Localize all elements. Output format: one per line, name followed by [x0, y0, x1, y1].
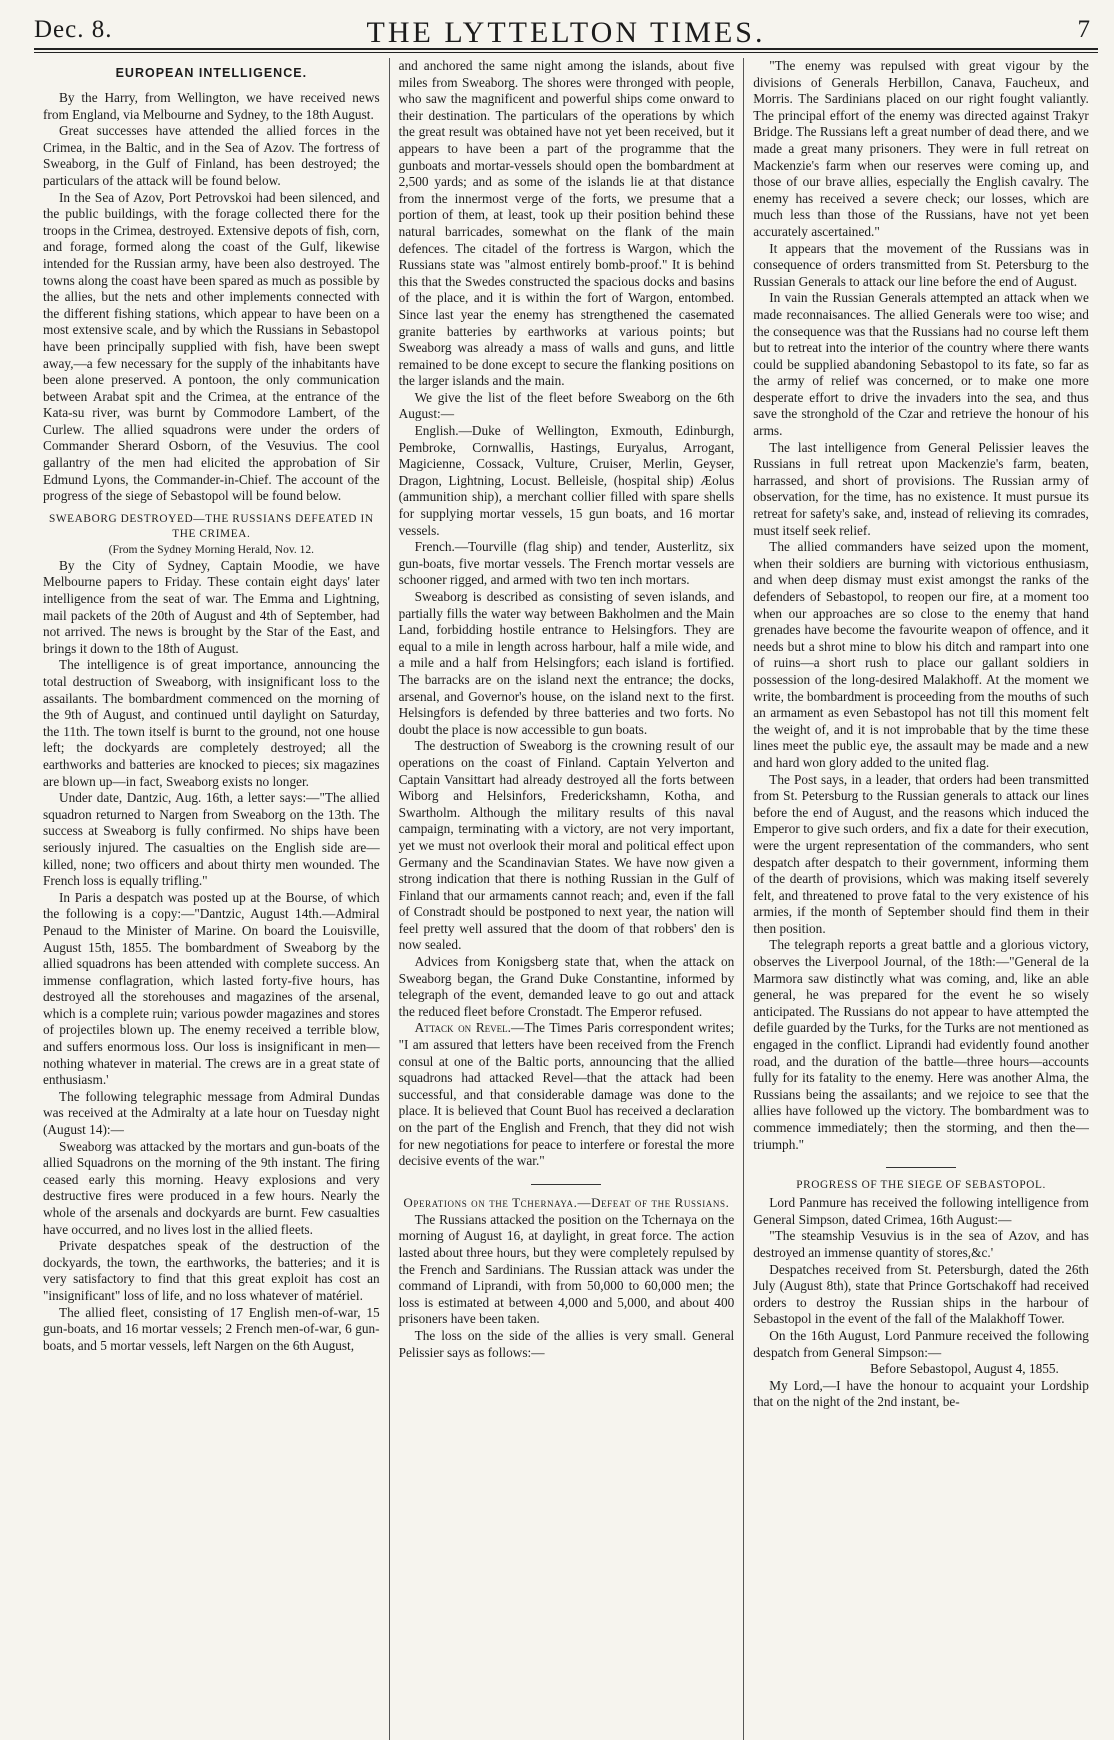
- paragraph: Sweaborg is described as consisting of seven islands, and partially fills the water way between Bakholmen and the Main Land, forbidding hostile entrance to Helsingfors. They are equal to a mile in length across harbour, half a mile wide, and a mile and a half from Helsingfors; each island is fortified. The barracks are on the island next the entrance; the docks, arsenal, and Governor's house, on the island next to the first. Helsingfors is defended by three batteries and two forts. No doubt the place is now accessible to gun boats.: [398, 589, 735, 737]
- subheading-tchernaya: Operations on the Tchernaya.—Defeat of the Russians.: [403, 1194, 730, 1210]
- paragraph: The loss on the side of the allies is very small. General Pelissier says as follows:—: [398, 1327, 735, 1360]
- source-line: (From the Sydney Morning Herald, Nov. 12.: [108, 543, 314, 556]
- paragraph: English.—Duke of Wellington, Exmouth, Edinburgh, Pembroke, Cornwallis, Hastings, Euryalus, Arrogant, Magicienne, Cossack, Vulture, Cruiser, Merlin, Geyser, Dragon, Lightning, Locust. Belleisle, (hospital ship) Æolus (ammunition ship), a merchant collier filled with spare shells for supplying mortar vessels, 15 gun boats, and 16 mortar vessels.: [398, 423, 735, 538]
- paragraph-body: —The Times Paris correspondent writes; "I am assured that letters have been received from the French consul at one of the Baltic ports, announcing that the allied squadrons had attacked Revel—that the attack had been successful, and that considerable damage was done to the place. It is believed that Count Buol has received a declaration on the part of the English and French, that they did not wish for new negotiations for peace to interfere or forestal the more decisive events of the war.": [398, 1020, 735, 1169]
- paragraph: The following telegraphic message from Admiral Dundas was received at the Admiralty at a late hour on Tuesday night (August 14):—: [43, 1088, 380, 1138]
- paragraph: In vain the Russian Generals attempted an attack when we made reconnaisances. The allied Generals were too wise; and the consequence was that the Russians had no course left them but to retreat into the interior of the country where there wants could be supplied abandoning Sebastopol to its fate, so far as the army of relief was concerned, or to make one more desperate effort to drive the invaders into the sea, and thus save the stronghold of the Czar and retrieve the honour of his arms.: [753, 290, 1089, 439]
- paragraph: The telegraph reports a great battle and a glorious victory, observes the Liverpool Journal, of the 18th:—"General de la Marmora saw distinctly what was coming, and, like an able general, he was prepared for the event he so wisely anticipated. The Russians do not appear to have attempted the defile guarded by the Turks, for the Turks are not mentioned as engaged in the conflict. Liprandi had evidently found another road, and the duration of the battle—three hours—accounts fully for its fatality to the enemy. Here was another Alma, the Russians being the assailants; and we rejoice to see that the allies have followed up the victory. The bombardment was to commence immediately; then the storming, and then the—triumph.": [753, 937, 1089, 1152]
- masthead-rule: [34, 52, 1098, 53]
- paragraph: The last intelligence from General Pelissier leaves the Russians in full retreat upon Mackenzie's farm, beaten, harrassed, and short of provisions. The Russian army of observation, for the time, has no existence. It must pursue its retreat for safety's sake, and, instead of relieving its comrades, must itself seek relief.: [753, 439, 1089, 538]
- page-number: 7: [1077, 16, 1090, 43]
- paragraph: The Russians attacked the position on the Tchernaya on the morning of August 16, at daylight, in great force. The action lasted about three hours, but they were completely repulsed by the French and Sardinians. The Russian attack was under the command of Liprandi, with from 50,000 to 60,000 men; the loss is estimated at between 4,000 and 5,000, and about 400 prisoners have been taken.: [398, 1211, 735, 1327]
- paragraph: Lord Panmure has received the following intelligence from General Simpson, dated Crimea, 16th August:—: [753, 1195, 1089, 1227]
- paragraph: "The steamship Vesuvius is in the sea of Azov, and has destroyed an immense quantity of stores,&c.': [753, 1228, 1089, 1260]
- section-heading-european-intelligence: EUROPEAN INTELLIGENCE.: [115, 66, 308, 80]
- paragraph: Sweaborg was attacked by the mortars and gun-boats of the allied Squadrons on the morning of the 9th instant. The firing ceased early this morning. Heavy explosions and very destructive fires were produced in a few hours. Nearly the whole of the arsenals and dockyards are burnt. Few casualties have occurred, and no lives lost in the allied fleets.: [43, 1138, 380, 1237]
- separator-rule: [886, 1167, 956, 1168]
- paragraph: Great successes have attended the allied forces in the Crimea, in the Baltic, and in the Sea of Azov. The fortress of Sweaborg, in the Gulf of Finland, has been destroyed; the particulars of the attack will be found below.: [43, 123, 380, 188]
- column-2: [389, 58, 744, 1740]
- subheading-sweaborg-destroyed: SWEABORG DESTROYED—THE RUSSIANS DEFEATED IN THE CRIMEA.: [49, 512, 374, 540]
- paragraph: By the Harry, from Wellington, we have received news from England, via Melbourne and Sydney, to the 18th August.: [43, 90, 380, 122]
- paragraph: and anchored the same night among the islands, about five miles from Sweaborg. The shores were thronged with people, who saw the magnificent and powerful ships come onward to their destination. The particulars of the operations by which the great result was obtained have not yet been received, but it appears to have been a part of the programme that the gunboats and mortar-vessels should open the bombardment at 2,500 yards; and as some of the islands lie at that distance from the innermost verge of the forts, we presume that a portion of them, at least, took up their position behind these natural barricades, somewhat on the flank of the main defences. The citadel of the fortress is Wargon, which the Russians state was "almost entirely bomb-proof." It is behind this that the Swedes constructed the spacious docks and basins of the place, and it is within the fort of Wargon, entombed. Since last year the enemy has strengthened the casemated granite batteries by earthworks at various points; but Sweaborg was already a mass of walls and guns, and little remained to be done except to secure the flanking positions on the larger islands and the main.: [398, 58, 735, 389]
- separator-rule: [531, 1184, 601, 1185]
- newspaper-title: THE LYTTELTON TIMES.: [366, 16, 766, 49]
- paragraph: In Paris a despatch was posted up at the Bourse, of which the following is a copy:—"Dantzic, August 14th.—Admiral Penaud to the Minister of Marine. On board the Louisville, August 15th, 1855. The bombardment of Sweaborg by the allied squadrons has been attended with complete success. An immense conflagration, which lasted forty-five hours, has destroyed all the storehouses and magazines of the arsenal, which is a complete ruin; various powder magazines and stores of projectiles blown up. The enemy received a terrible blow, and suffers enormous loss. Our loss is insignificant in men—nothing whatever in material. The crews are in a great state of enthusiasm.': [43, 889, 380, 1088]
- paragraph: The allied fleet, consisting of 17 English men-of-war, 15 gun-boats, and 16 mortar vessels; 2 French men-of-war, 6 gun-boats, and 5 mortar vessels, left Nargen on the 6th August,: [43, 1304, 380, 1353]
- subheading-siege-progress: PROGRESS OF THE SIEGE OF SEBASTOPOL.: [796, 1179, 1046, 1192]
- columns: [34, 58, 1098, 1740]
- paragraph: By the City of Sydney, Captain Moodie, we have Melbourne papers to Friday. These contain eight days' later intelligence from the seat of war. The Emma and Lightning, mail packets of the 20th of August and 4th of September, had not arrived. The news is brought by the Star of the East, and brings it down to the 18th of August.: [43, 557, 380, 656]
- paragraph: Under date, Dantzic, Aug. 16th, a letter says:—"The allied squadron returned to Nargen from Sweaborg on the 13th. The success at Sweaborg is fully confirmed. No ships have been seriously injured. The casualties on the English side are—killed, none; two officers and about thirty men wounded. The French loss is equally trifling.": [43, 790, 380, 889]
- paragraph: [399, 1020, 735, 1169]
- paragraph: Despatches received from St. Petersburgh, dated the 26th July (August 8th), state that Prince Gortschakoff had received orders to destroy the Russian ships in the harbour of Sebastopol in the event of the fall of the Malakhoff Tower.: [753, 1261, 1089, 1327]
- paragraph: "The enemy was repulsed with great vigour by the divisions of Generals Herbillon, Canava, Faucheux, and Morris. The Sardinians placed on our right fought valiantly. The principal effort of the enemy was directed against Trakyr Bridge. The Russians left a great number of dead there, and we made a great many prisoners. They were in full retreat on Mackenzie's farm when our reserves were coming up, and those of our brave allies, especially the English cavalry. The enemy has received a severe check; our losses, which are much less than those of the Russians, have not yet been accurately ascertained.": [753, 58, 1089, 239]
- paragraph: It appears that the movement of the Russians was in consequence of orders transmitted from St. Petersburg to the Russian Generals to attack our line before the end of August.: [753, 240, 1089, 289]
- lead-in: Attack on Revel.: [414, 1020, 512, 1036]
- masthead: [34, 0, 1098, 50]
- paragraph: The destruction of Sweaborg is the crowning result of our operations on the coast of Finland. Captain Yelverton and Captain Vansittart had already destroyed all the forts between Wiborg and Helsinfors, Frederickshamn, Kotha, and Swartholm. Although the military results of this naval campaign, terminating with a victory, are not very important, yet we must not overlook their moral and political effect upon Germany and the Scandinavian States. We have now given a strong indication that there is nothing Russian in the Gulf of Finland that our armaments cannot reach; and, even if the fall of Constradt should be postponed to next year, the nation will feel pretty well assured that the doom of that robbers' den is now sealed.: [398, 738, 735, 953]
- issue-date: Dec. 8.: [34, 16, 113, 43]
- paragraph: My Lord,—I have the honour to acquaint your Lordship that on the night of the 2nd instant, be-: [753, 1377, 1089, 1410]
- paragraph: Private despatches speak of the destruction of the dockyards, the town, the earthworks, the batteries; and it is very satisfactory to find that this great exploit has cost an "insignificant" loss of life, and no loss whatever of matériel.: [43, 1238, 380, 1303]
- paragraph: We give the list of the fleet before Sweaborg on the 6th August:—: [398, 389, 735, 422]
- paragraph: The Post says, in a leader, that orders had been transmitted from St. Petersburg to the Russian generals to attack our lines before the end of August, and the reasons which induced the Emperor to give such orders, and fix a date for their execution, were the urgent representation of the commanders, who sent despatch after despatch to their government, informing them of the dearth of provisions, which was making itself severely felt, and threatened to prove fatal to the very existence of his armies, if the month of September should find them in their then position.: [753, 771, 1089, 936]
- paragraph: In the Sea of Azov, Port Petrovskoi had been silenced, and the public buildings, with the forage collected there for the troops in the Crimea, destroyed. Extensive depots of fish, corn, and forage, formed along the coast of the Gulf, likewise intended for the Russian army, have been also destroyed. The towns along the coast have been spared as much as possible by the allies, but the nets and other implements connected with the different fishing stations, which appear to have been on a most extensive scale, and by which the Russians in Sebastopol have been principally supplied with fish, have been swept away,—a few necessary for the supply of the inhabitants have been alone preserved. A pontoon, the only communication between Arabat spit and the Crimea, at the entrance of the Kata-su river, was burnt by Commodore Lambert, of the Curlew. The allied squadrons were under the orders of Commander Sherard Osborn, of the Vesuvius. The cool gallantry of the men had elicited the approbation of Sir Edmund Lyons, the Commander-in-Chief. The account of the progress of the siege of Sebastopol will be found below.: [43, 189, 380, 504]
- paragraph: The intelligence is of great importance, announcing the total destruction of Sweaborg, with insignificant loss to the assailants. The bombardment commenced on the morning of the 9th of August, and continued until daylight on Saturday, the 11th. The town itself is burnt to the ground, not one house left; the dockyards are completely destroyed; all the earthworks and batteries are knocked to pieces; six magazines are blown up—in fact, Sweaborg exists no longer.: [43, 657, 380, 789]
- dateline: Before Sebastopol, August 4, 1855.: [870, 1361, 1059, 1377]
- column-1: [34, 58, 389, 1740]
- paragraph: French.—Tourville (flag ship) and tender, Austerlitz, six gun-boats, five mortar vessels. The French mortar vessels are schooner rigged, and armed with two ten inch mortars.: [398, 539, 735, 588]
- column-3: [743, 58, 1098, 1740]
- paragraph: The allied commanders have seized upon the moment, when their soldiers are burning with victorious enthusiasm, and when deep dismay must exist amongst the ranks of the defenders of Sebastopol, to reopen our fire, at a moment too when our approaches are so close to the enemy that hand grenades have become the favourite weapon of offence, and it needs but a shrot mine to blow his ditch and rampart into one of ruins—a short rush to place our gallant soldiers in possession of the long-desired Malakhoff. At the moment we write, the bombardment is proceeding from the mouths of such an armament as even Sebastopol has not till this moment felt the weight of, and it is not improbable that by the time these lines meet the public eye, the assault may be made and a new and hard won glory added to the united flag.: [753, 539, 1089, 770]
- paragraph: Advices from Konigsberg state that, when the attack on Sweaborg began, the Grand Duke Constantine, informed by telegraph of the event, demanded leave to go out and attack the reduced fleet before Cronstadt. The Emperor refused.: [398, 954, 735, 1019]
- paragraph: On the 16th August, Lord Panmure received the following despatch from General Simpson:—: [753, 1327, 1089, 1360]
